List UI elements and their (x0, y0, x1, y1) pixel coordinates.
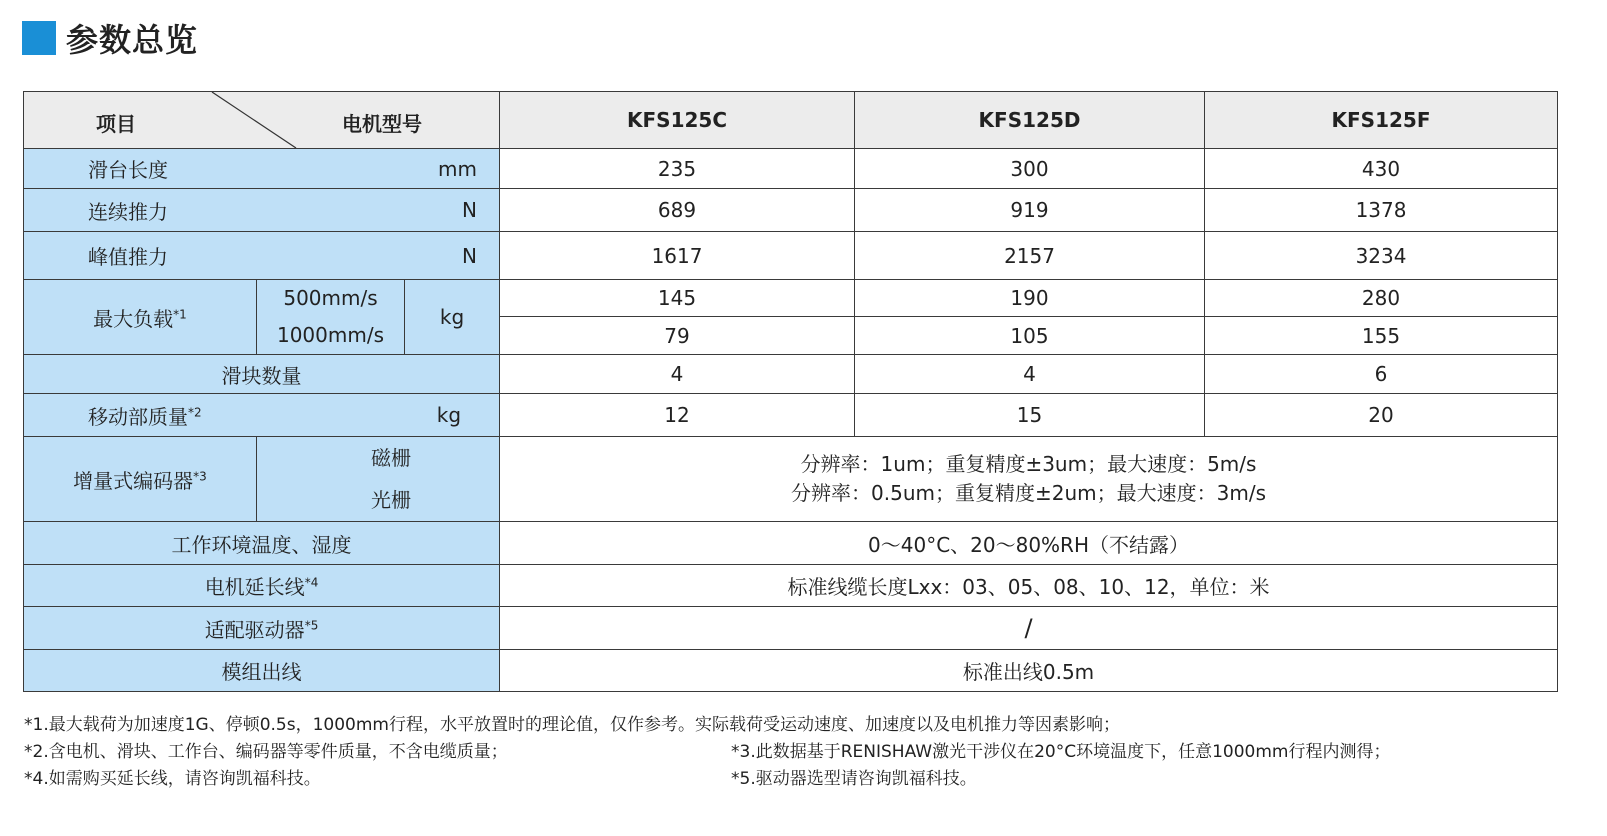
encoder-type-magnetic: 磁栅 (371, 446, 411, 470)
ext-cable-label-cell (24, 565, 500, 607)
slider-count-d: 4 (855, 355, 1205, 394)
moving-mass-label: 移动部质量 (88, 404, 188, 429)
max-load-label: 最大负载 (93, 306, 174, 331)
max-load-1000-f: 155 (1205, 317, 1558, 355)
cont-force-f: 1378 (1205, 189, 1558, 232)
encoder-label-cell (24, 437, 257, 522)
table-row (24, 522, 1558, 565)
max-load-1000-d: 105 (855, 317, 1205, 355)
ext-cable-label: 电机延长线 (204, 575, 305, 599)
module-out-value: 标准出线0.5m (500, 650, 1558, 692)
ext-cable-sup: *4 (304, 575, 319, 590)
moving-mass-c: 12 (500, 394, 855, 437)
encoder-spec-optical: 分辨率：0.5um；重复精度±2um；最大速度：3m/s (791, 481, 1266, 505)
table-row (24, 437, 1558, 522)
max-load-500-c: 145 (500, 280, 855, 317)
row-label-cell (24, 232, 500, 280)
cont-force-unit: N (462, 198, 478, 222)
peak-force-d: 2157 (855, 232, 1205, 280)
encoder-types-cell (257, 437, 500, 522)
header-item-label: 项目 (96, 112, 136, 136)
table-header-row (24, 92, 1558, 149)
encoder-sup: *3 (193, 468, 207, 483)
slider-count-label: 滑块数量 (24, 355, 500, 394)
row-label-cell (24, 394, 500, 437)
peak-force-label: 峰值推力 (88, 245, 168, 269)
header-model-label: 电机型号 (342, 112, 422, 136)
driver-value: / (500, 607, 1558, 650)
slide-length-d: 300 (855, 149, 1205, 189)
environment-label: 工作环境温度、湿度 (24, 522, 500, 565)
driver-label-cell (24, 607, 500, 650)
moving-mass-sup: *2 (188, 404, 202, 419)
section-title (22, 18, 198, 58)
table-row (24, 394, 1558, 437)
speed-1000-label: 1000mm/s (257, 317, 405, 355)
peak-force-unit: N (462, 243, 478, 268)
moving-mass-f: 20 (1205, 394, 1558, 437)
slide-length-label: 滑台长度 (88, 158, 168, 182)
footnote-4: *4.如需购买延长线，请咨询凯福科技。 (24, 769, 321, 789)
slide-length-unit: mm (438, 156, 478, 181)
table-row (24, 355, 1558, 394)
title-marker (22, 21, 56, 55)
module-out-label: 模组出线 (24, 650, 500, 692)
peak-force-c: 1617 (500, 232, 855, 280)
table-row (24, 232, 1558, 280)
table-row (24, 189, 1558, 232)
page-title: 参数总览 (66, 21, 199, 59)
footnotes (24, 712, 1584, 793)
max-load-label-cell (24, 280, 257, 355)
table-row (24, 280, 1558, 317)
max-load-sup: *1 (173, 306, 187, 321)
footnote-2: *2.含电机、滑块、工作台、编码器等零件质量，不含电缆质量； (24, 742, 508, 762)
row-label-cell (24, 149, 500, 189)
slider-count-c: 4 (500, 355, 855, 394)
table-row (24, 565, 1558, 607)
footnote-1: *1.最大载荷为加速度1G、停顿0.5s，1000mm行程，水平放置时的理论值，仅作参考。实际载荷受运动速度、加速度以及电机推力等因素影响； (24, 715, 1120, 735)
table-row (24, 149, 1558, 189)
slider-count-f: 6 (1205, 355, 1558, 394)
table-row (24, 607, 1558, 650)
max-load-1000-c: 79 (500, 317, 855, 355)
header-model-f: KFS125F (1205, 92, 1558, 149)
row-label-cell (24, 189, 500, 232)
encoder-specs-cell (500, 437, 1558, 522)
environment-value: 0～40°C、20～80%RH（不结露） (500, 522, 1558, 565)
table-row (24, 650, 1558, 692)
header-diagonal-cell (24, 92, 500, 149)
header-model-d: KFS125D (855, 92, 1205, 149)
spec-table (23, 91, 1558, 692)
driver-sup: *5 (304, 617, 319, 632)
moving-mass-d: 15 (855, 394, 1205, 437)
encoder-type-optical: 光栅 (371, 488, 411, 512)
footnote-5: *5.驱动器选型请咨询凯福科技。 (731, 769, 977, 789)
footnote-3: *3.此数据基于RENISHAW激光干涉仪在20°C环境温度下，任意1000mm行程内测得； (731, 742, 1391, 762)
ext-cable-value: 标准线缆长度Lxx：03、05、08、10、12，单位：米 (500, 565, 1558, 607)
moving-mass-unit: kg (436, 403, 462, 427)
max-load-unit: kg (405, 280, 500, 355)
slide-length-c: 235 (500, 149, 855, 189)
encoder-spec-magnetic: 分辨率：1um；重复精度±3um；最大速度：5m/s (800, 452, 1257, 476)
header-model-c: KFS125C (500, 92, 855, 149)
max-load-500-f: 280 (1205, 280, 1558, 317)
cont-force-d: 919 (855, 189, 1205, 232)
encoder-label: 增量式编码器 (73, 468, 194, 493)
cont-force-label: 连续推力 (88, 199, 168, 224)
speed-500-label: 500mm/s (257, 280, 405, 317)
slide-length-f: 430 (1205, 149, 1558, 189)
cont-force-c: 689 (500, 189, 855, 232)
max-load-500-d: 190 (855, 280, 1205, 317)
peak-force-f: 3234 (1205, 232, 1558, 280)
driver-label: 适配驱动器 (204, 617, 305, 642)
